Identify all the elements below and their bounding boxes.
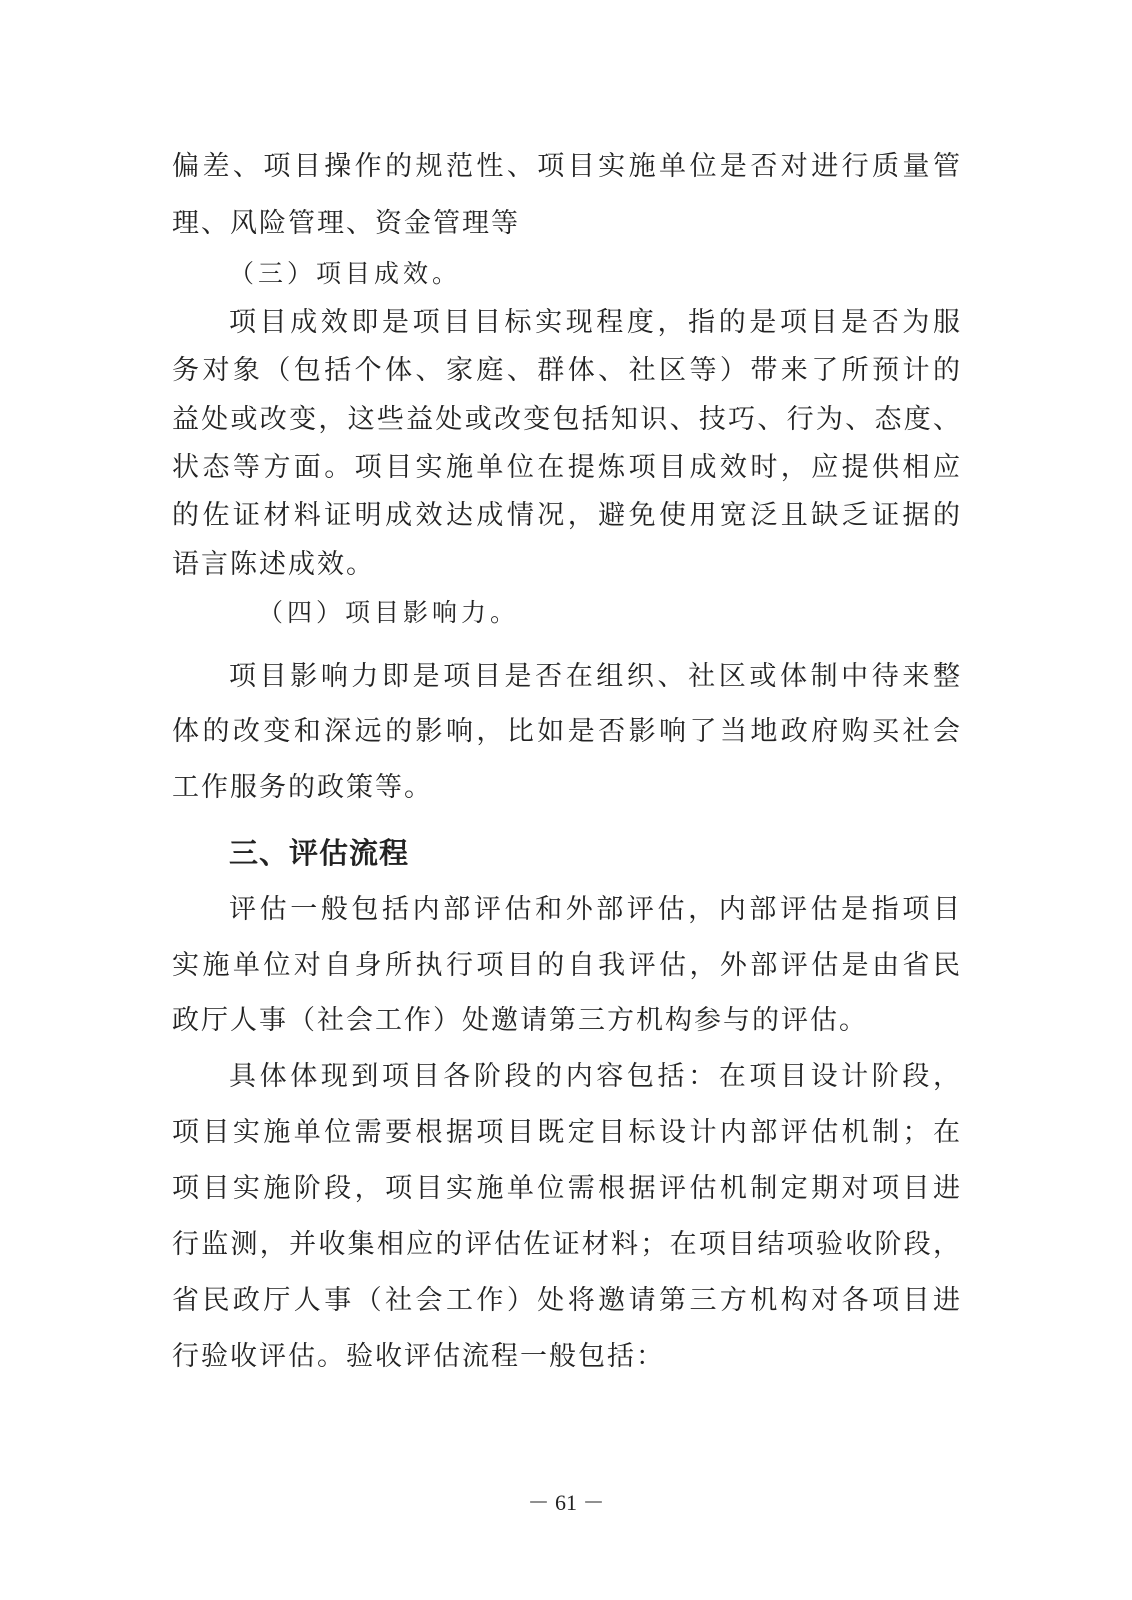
- body-text-line: 工作服务的政策等。: [172, 772, 433, 803]
- body-text-line: 理、风险管理、资金管理等: [172, 208, 520, 239]
- body-text-line: 益处或改变，这些益处或改变包括知识、技巧、行为、态度、: [172, 404, 962, 435]
- paragraph-first-line: 评估一般包括内部评估和外部评估，内部评估是指项目: [229, 894, 962, 925]
- body-text-line: 省民政厅人事（社会工作）处将邀请第三方机构对各项目进: [172, 1285, 962, 1316]
- body-text-line: 的佐证材料证明成效达成情况，避免使用宽泛且缺乏证据的: [172, 500, 962, 531]
- body-text-line: 偏差、项目操作的规范性、项目实施单位是否对进行质量管: [172, 151, 962, 182]
- body-text-line: 政厅人事（社会工作）处邀请第三方机构参与的评估。: [172, 1005, 868, 1036]
- body-text-line: 语言陈述成效。: [172, 549, 375, 580]
- section-heading: 三、评估流程: [229, 836, 410, 870]
- body-text-line: 体的改变和深远的影响，比如是否影响了当地政府购买社会: [172, 716, 962, 747]
- body-text-line: 状态等方面。项目实施单位在提炼项目成效时，应提供相应: [172, 452, 962, 483]
- body-text-line: 行监测，并收集相应的评估佐证材料；在项目结项验收阶段，: [172, 1229, 962, 1260]
- subsection-heading: （四）项目影响力。: [258, 598, 520, 627]
- subsection-heading: （三）项目成效。: [229, 259, 462, 288]
- paragraph-first-line: 项目影响力即是项目是否在组织、社区或体制中待来整: [229, 661, 962, 692]
- body-text-line: 行验收评估。验收评估流程一般包括：: [172, 1341, 665, 1372]
- body-text-line: 项目实施阶段，项目实施单位需根据评估机制定期对项目进: [172, 1173, 962, 1204]
- body-text-line: 项目实施单位需要根据项目既定目标设计内部评估机制；在: [172, 1117, 962, 1148]
- body-text-line: 实施单位对自身所执行项目的自我评估，外部评估是由省民: [172, 950, 962, 981]
- page-number: － 61 －: [527, 1490, 605, 1515]
- body-text-line: 务对象（包括个体、家庭、群体、社区等）带来了所预计的: [172, 355, 962, 386]
- paragraph-first-line: 具体体现到项目各阶段的内容包括：在项目设计阶段，: [229, 1061, 962, 1092]
- paragraph-first-line: 项目成效即是项目目标实现程度，指的是项目是否为服: [229, 307, 962, 338]
